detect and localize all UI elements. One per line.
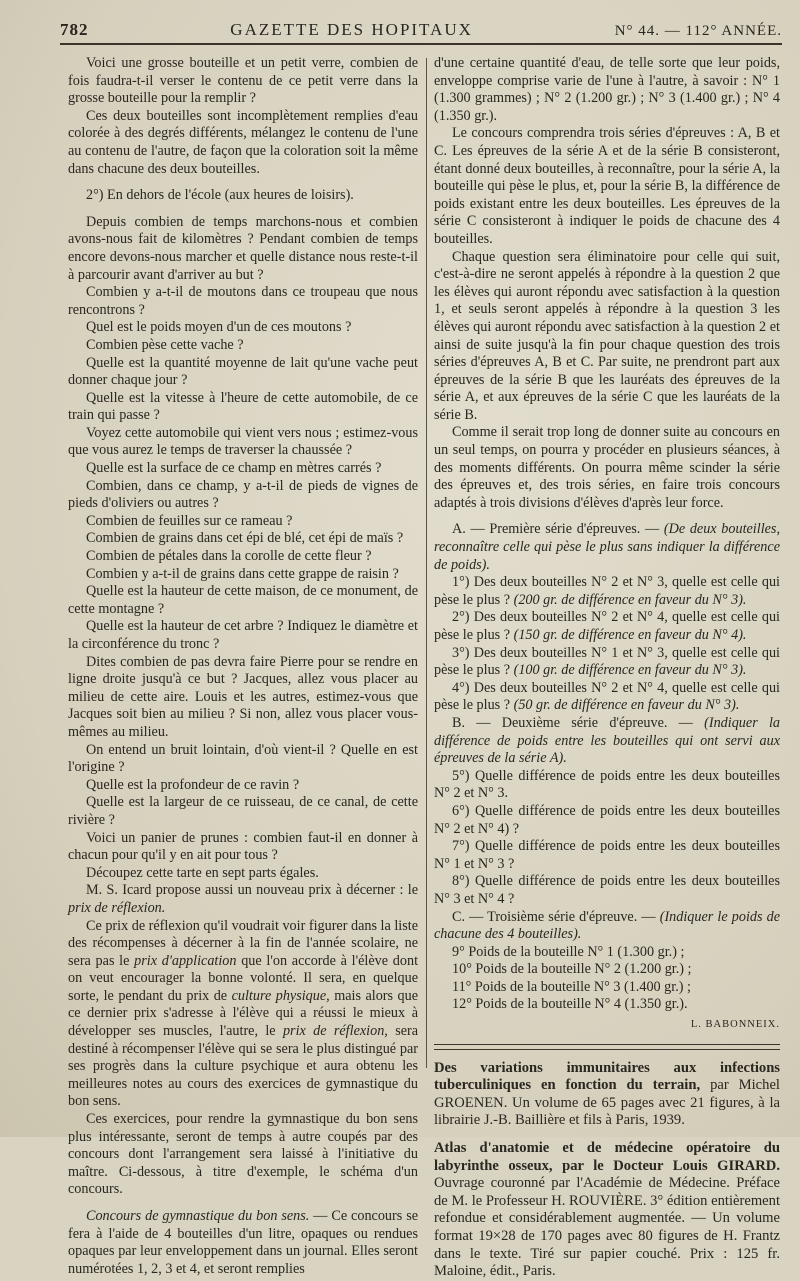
book-notice [434,1140,780,1281]
emphasis: (100 gr. de différence en faveur du N° 3). [513,662,747,679]
paragraph: Quelle est la profondeur de ce ravin ? [86,776,300,793]
paragraph: Quelle est la largeur de ce ruisseau, de ce canal, de cette rivière ? [68,794,418,828]
text-run: 3°) Des deux bouteilles N° 1 et N° 3, quelle est celle qui pèse le plus ? [434,644,780,679]
text-run: A. — Première série d'épreuves. — [452,521,660,538]
journal-title: GAZETTE DES HOPITAUX [230,20,473,39]
book-notice [434,1060,780,1130]
paragraph: Chaque question sera éliminatoire pour celle qui suit, c'est-à-dire ne seront appelés à répondre à la question 2 que les élèves qui auront répondu avec satisfaction à la question 1, et seuls seront appelés à répondre à la question 3 les élèves qui auront répondu avec satisfaction à la question 2 et ainsi de suite jusqu'à la fin pour chaque question des trois séries d'épreuves A, B et C. Par suite, ne prendront part aux épreuves de la série B que les lauréats des épreuves de la série A, et aux épreuves de la série C que les lauréats de la série B. [434,248,780,423]
question [434,609,780,644]
question [434,574,780,609]
author-signature: L. BABONNEIX. [690,1019,780,1031]
column-divider [426,58,427,1068]
book-details: Ouvrage couronné par l'Académie de Médecine. Préface de M. le Professeur H. ROUVIÈRE. 3° édition entièrement refondue et considérablement augmentée. — Un volume format 19×28 de 170 pages avec 80 figures de H. Frantz dans le texte. Tiré sur papier couché. Prix : 125 fr. Maloine, édit., Paris. [434,1175,780,1280]
left-column [68,55,418,1278]
text-run: que l'on accorde à l'élève dont on veut encourager la bonne volonté. Il sera, en quelque sorte, le pendant du prix de [68,952,419,1004]
text-run: mais alors que ce dernier prix s'adresse à l'élève qui a réussi le mieux à développer ses muscles, l'autre, le [68,987,419,1040]
paragraph: Combien de pétales dans la corolle de cette fleur ? [86,548,372,565]
section-heading: 2°) En dehors de l'école (aux heures de loisirs). [86,187,354,204]
paragraph [68,1208,418,1278]
paragraph: Dites combien de pas devra faire Pierre pour se rendre en ligne droite jusqu'à ce but ? Jacques, allez vous placer au milieu de cette aire. Louis et les autres, estimez-vous que Jacques soit bien au milieu ? Si non, allez vous placer vous-mêmes au milieu. [68,653,418,740]
emphasis: (150 gr. de différence en faveur du N° 4). [513,627,747,643]
emphasis: culture physique, [231,987,330,1004]
emphasis: prix d'application [134,952,237,969]
question [434,680,780,715]
question: 6°) Quelle différence de poids entre les deux bouteilles N° 2 et N° 4) ? [434,802,780,837]
paragraph: Combien pèse cette vache ? [86,336,244,353]
question [434,645,780,680]
paragraph: Ces deux bouteilles sont incomplètement remplies d'eau colorée à des degrés différents, mélangez le contenu de l'une au contenu de l'autre, de façon que la coloration soit la même dans chacune des deux bouteilles. [68,107,418,177]
paragraph: Voyez cette automobile qui vient vers nous ; estimez-vous que vous aurez le temps de traverser la chaussée ? [68,424,418,459]
emphasis: (De deux bouteilles, reconnaître celle qui pèse le plus sans indiquer la différence de poids). [434,521,780,573]
series-a-heading [434,521,780,574]
emphasis: (Indiquer le poids de chacune des 4 bouteilles). [434,908,781,943]
paragraph: d'une certaine quantité d'eau, de telle sorte que leur poids, enveloppe comprise varie de l'une à l'autre, à savoir : N° 1 (1.300 grammes) ; N° 2 (1.200 gr.) ; N° 3 (1.400 gr.) ; N° 4 (1.350 gr.). [434,55,780,124]
emphasis: (200 gr. de différence en faveur du N° 3). [513,591,747,608]
question: 7°) Quelle différence de poids entre les deux bouteilles N° 1 et N° 3 ? [434,838,780,872]
paragraph: Quelle est la surface de ce champ en mètres carrés ? [86,460,382,477]
paragraph: Combien, dans ce champ, y a-t-il de pieds de vignes de pieds d'oliviers ou autres ? [68,477,418,512]
section-divider [434,1044,780,1050]
text-run: sera destiné à récompenser l'élève qui se sera le plus distingué par ses progrès dans la culture psychique et aura obtenu les meilleures notes au cours des exercices de gymnastique du bon sens. [68,1023,419,1110]
paragraph: Combien de feuilles sur ce rameau ? [86,512,293,529]
page-header [60,14,782,45]
paragraph: Combien y a-t-il de moutons dans ce troupeau que nous rencontrons ? [68,284,418,318]
question: 5°) Quelle différence de poids entre les deux bouteilles N° 2 et N° 3. [434,767,780,802]
paragraph: Découpez cette tarte en sept parts égales. [86,864,319,881]
paragraph: On entend un bruit lointain, d'où vient-il ? Quelle en est l'origine ? [68,741,418,776]
series-c-heading [434,909,780,944]
paragraph: Comme il serait trop long de donner suite au concours en un seul temps, on pourra y procéder en plusieurs séances, à des moments différents. On pourra même scinder la série des épreuves et, des trois séries, en faire trois concours adaptés à trois divisions d'élèves d'après leur force. [434,424,780,511]
emphasis: prix de réflexion. [68,899,166,916]
text-run: C. — Troisième série d'épreuve. — [452,908,656,925]
page-number: 782 [60,20,89,39]
series-b-heading [434,715,780,768]
text-run: Ce prix de réflexion qu'il voudrait voir figurer dans la liste des récompenses à décerner à la fin de l'année scolaire, ne sera pas le [68,917,418,969]
paragraph: Combien de grains dans cet épi de blé, cet épi de maïs ? [86,530,404,547]
paragraph [68,918,418,1112]
paragraph: Le concours comprendra trois séries d'épreuves : A, B et C. Les épreuves de la série A et de la série B consisteront, étant donné deux bouteilles, à reconnaître, pour la série A, la bouteille qui pèse le plus, et, pour la série B, la différence de poids existant entre les deux bouteilles. Les épreuves de la série C consisteront à indiquer le poids de chacune des 4 bouteilles. [434,125,780,247]
question: 12° Poids de la bouteille N° 4 (1.350 gr.). [452,996,688,1013]
paragraph: Voici un panier de prunes : combien faut-il en donner à chacun pour qu'il y en ait pour tous ? [68,829,418,864]
paragraph: Combien y a-t-il de grains dans cette grappe de raisin ? [86,565,399,582]
question: 11° Poids de la bouteille N° 3 (1.400 gr.) ; [452,978,691,995]
text-run: — Ce concours se fera à l'aide de 4 bouteilles d'un litre, opaques ou rendues opaques par leur enveloppement dans un journal. Elles seront numérotées 1, 2, 3 et 4, et seront remplies [68,1208,419,1277]
book-details: par Michel GROENEN. Un volume de 65 pages avec 21 figures, à la librairie J.-B. Baillière et fils à Paris, 1939. [434,1077,780,1129]
paragraph: Quelle est la vitesse à l'heure de cette automobile, de ce train qui passe ? [68,389,418,424]
book-title: Des variations immunitaires aux infections tuberculiniques en fonction du terrain, [434,1059,780,1094]
paragraph [68,882,418,917]
emphasis: prix de réflexion, [282,1023,388,1040]
question: 8°) Quelle différence de poids entre les deux bouteilles N° 3 et N° 4 ? [434,873,780,907]
paragraph: Quelle est la hauteur de cet arbre ? Indiquez le diamètre et la circonférence du tronc ? [68,618,418,652]
text-run: B. — Deuxième série d'épreuve. — [452,714,693,731]
book-title: Atlas d'anatomie et de médecine opératoire du labyrinthe osseux, par le Docteur Louis GIRARD. [434,1140,780,1174]
right-column [434,55,780,1281]
text-run: 2°) Des deux bouteilles N° 2 et N° 4, quelle est celle qui pèse le plus ? [434,609,780,643]
paragraph: Depuis combien de temps marchons-nous et combien avons-nous fait de kilomètres ? Pendant combien de temps encore devons-nous marcher et quelle distance nous reste-t-il à parcourir avant d'arriver au but ? [68,213,418,283]
paragraph: Quelle est la quantité moyenne de lait qu'une vache peut donner chaque jour ? [68,354,418,389]
emphasis: Concours de gymnastique du bon sens. [86,1208,310,1224]
paragraph: Ces exercices, pour rendre la gymnastique du bon sens plus intéressante, seront de temps à autre coupés par des concours dont l'arrangement sera laissé à l'initiative du maître. Ci-dessous, à titre d'exemple, le schéma d'un concours. [68,1111,418,1198]
paragraph: Quel est le poids moyen d'un de ces moutons ? [86,319,352,336]
emphasis: (Indiquer la différence de poids entre les bouteilles qui ont servi aux épreuves de la série A). [434,714,781,767]
emphasis: (50 gr. de différence en faveur du N° 3). [513,697,740,714]
book-notices [434,1060,780,1281]
question: 9° Poids de la bouteille N° 1 (1.300 gr.) ; [452,943,685,960]
text-run: 4°) Des deux bouteilles N° 2 et N° 4, quelle est celle qui pèse le plus ? [434,679,780,714]
paragraph: Quelle est la hauteur de cette maison, de ce monument, de cette montagne ? [68,583,418,617]
paragraph: Voici une grosse bouteille et un petit verre, combien de fois faudra-t-il verser le contenu de ce petit verre dans la grosse bouteille pour la remplir ? [68,55,418,107]
text-run: 1°) Des deux bouteilles N° 2 et N° 3, quelle est celle qui pèse le plus ? [434,574,780,608]
question: 10° Poids de la bouteille N° 2 (1.200 gr.) ; [452,961,692,978]
text-run: M. S. Icard propose aussi un nouveau prix à décerner : le [86,882,418,899]
issue-number: N° 44. — 112° ANNÉE. [614,23,782,39]
